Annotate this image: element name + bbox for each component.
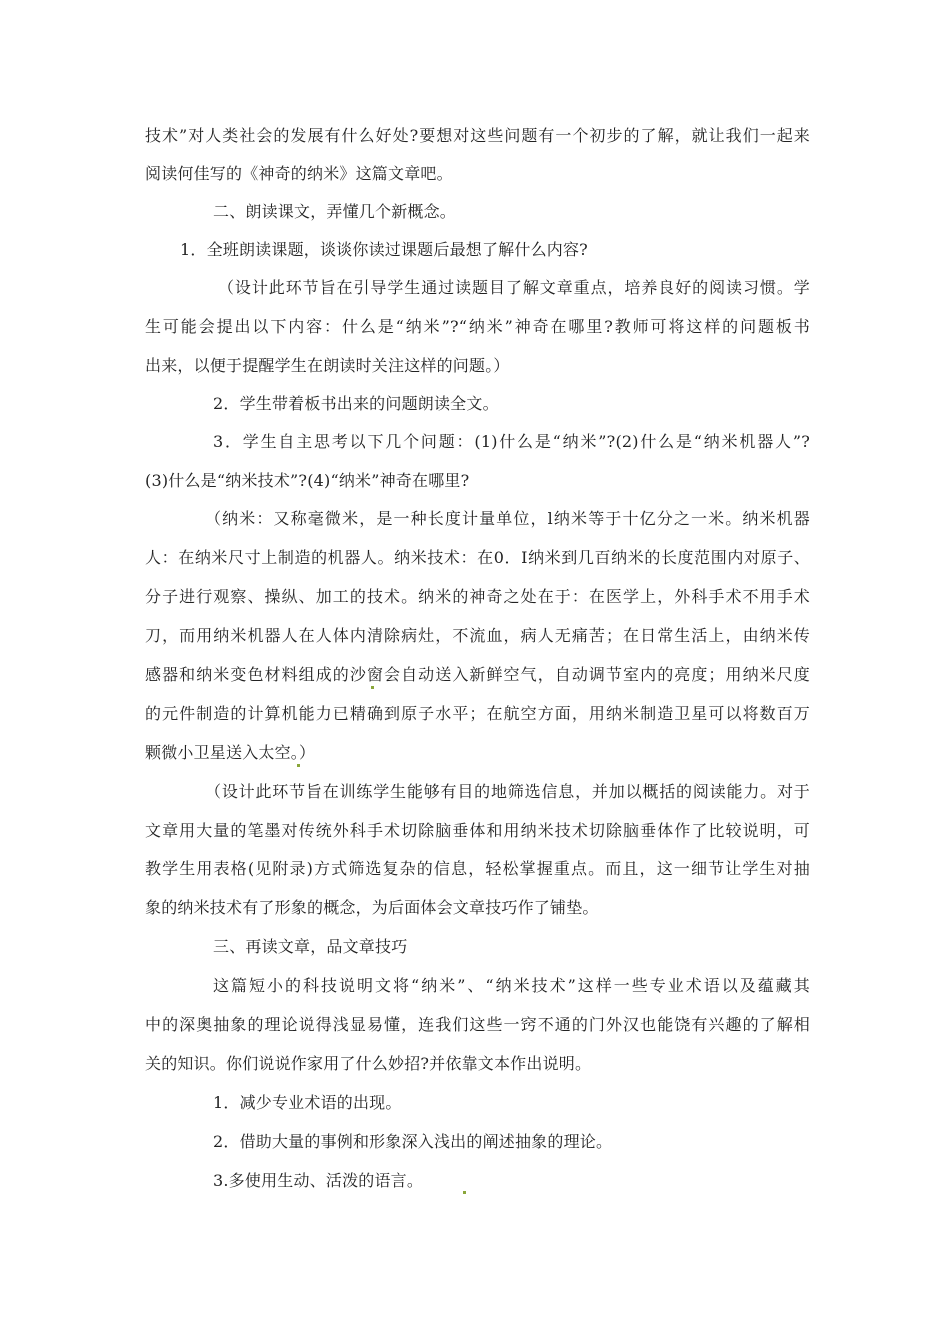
paragraph-line: 出来，以便于提醒学生在朗读时关注这样的问题。） xyxy=(145,356,510,375)
list-item: 2．学生带着板书出来的问题朗读全文。 xyxy=(213,394,499,413)
paragraph-line: 的元件制造的计算机能力已精确到原子水平；在航空方面，用纳米制造卫星可以将数百万 xyxy=(145,704,810,723)
section-heading: 二、朗读课文，弄懂几个新概念。 xyxy=(213,202,457,221)
list-item: 3.多使用生动、活泼的语言。 xyxy=(213,1171,424,1190)
paragraph-line: 人：在纳米尺寸上制造的机器人。纳米技术：在0．I纳米到几百纳米的长度范围内对原子、 xyxy=(145,548,810,567)
paragraph-line: 分子进行观察、操纵、加工的技术。纳米的神奇之处在于：在医学上，外科手术不用手术 xyxy=(145,587,810,606)
stray-dot-mark xyxy=(463,1191,466,1194)
paragraph-line: (3)什么是“纳米技术”?(4)“纳米”神奇在哪里? xyxy=(145,471,470,490)
paragraph-line: 刀，而用纳米机器人在人体内清除病灶，不流血，病人无痛苦；在日常生活上，由纳米传 xyxy=(145,626,810,645)
paragraph-line: 阅读何佳写的《神奇的纳米》这篇文章吧。 xyxy=(145,164,453,183)
paragraph-line: 技术”对人类社会的发展有什么好处?要想对这些问题有一个初步的了解，就让我们一起来 xyxy=(145,126,810,145)
list-item: 1．全班朗读课题，谈谈你读过课题后最想了解什么内容? xyxy=(180,240,588,259)
paragraph-line: 感器和纳米变色材料组成的沙窗会自动送入新鲜空气，自动调节室内的亮度；用纳米尺度 xyxy=(145,665,810,684)
paragraph-line: 这篇短小的科技说明文将“纳米”、“纳米技术”这样一些专业术语以及蕴藏其 xyxy=(213,976,810,995)
paragraph-line: 关的知识。你们说说作家用了什么妙招?并依靠文本作出说明。 xyxy=(145,1054,592,1073)
paragraph-line: 象的纳米技术有了形象的概念，为后面体会文章技巧作了铺垫。 xyxy=(145,898,599,917)
paragraph-line: （设计此环节旨在训练学生能够有目的地筛选信息，并加以概括的阅读能力。对于 xyxy=(205,782,810,801)
paragraph-line: （纳米：又称毫微米，是一种长度计量单位，l纳米等于十亿分之一米。纳米机器 xyxy=(205,509,810,528)
list-item: 1．减少专业术语的出现。 xyxy=(213,1093,402,1112)
stray-dot-mark xyxy=(371,686,374,689)
paragraph-line: 颗微小卫星送入太空。） xyxy=(145,743,316,762)
paragraph-line: 中的深奥抽象的理论说得浅显易懂，连我们这些一窍不通的门外汉也能饶有兴趣的了解相 xyxy=(145,1015,810,1034)
paragraph-line: 文章用大量的笔墨对传统外科手术切除脑垂体和用纳米技术切除脑垂体作了比较说明，可 xyxy=(145,821,810,840)
paragraph-line: 生可能会提出以下内容：什么是“纳米”?“纳米”神奇在哪里?教师可将这样的问题板书 xyxy=(145,317,810,336)
paragraph-line: 教学生用表格(见附录)方式筛选复杂的信息，轻松掌握重点。而且，这一细节让学生对抽 xyxy=(145,859,810,878)
paragraph-line: （设计此环节旨在引导学生通过读题目了解文章重点，培养良好的阅读习惯。学 xyxy=(218,278,810,297)
list-item: 2．借助大量的事例和形象深入浅出的阐述抽象的理论。 xyxy=(213,1132,613,1151)
list-item: 3．学生自主思考以下几个问题：(1)什么是“纳米”?(2)什么是“纳米机器人”? xyxy=(213,432,810,451)
section-heading: 三、再读文章，品文章技巧 xyxy=(213,937,408,956)
stray-dot-mark xyxy=(297,764,300,767)
